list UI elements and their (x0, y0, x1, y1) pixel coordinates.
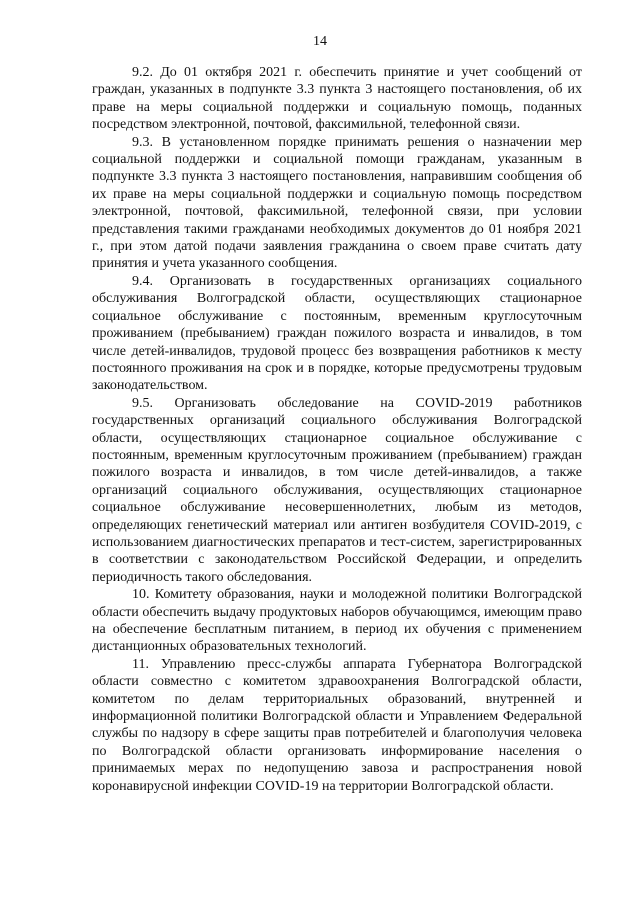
paragraph-9-3: 9.3. В установленном порядке принимать решения о назначении мер социальной поддержки и социальной помощи гражданам, указанным в подпункте 3.3 пункта 3 настоящего постановления, направившим сообщения об их праве на меры социальной поддержки и социальную помощь посредством электронной, почтовой, факсимильной, телефонной связи, при условии представления такими гражданами необходимых документов до 01 ноября 2021 г., при этом датой подачи заявления гражданина о своем праве считать дату принятия и учета указанного сообщения. (92, 134, 582, 272)
paragraph-9-2: 9.2. До 01 октября 2021 г. обеспечить принятие и учет сообщений от граждан, указанных в подпункте 3.3 пункта 3 настоящего постановления, об их праве на меры социальной поддержки и социальную помощь, поданных посредством электронной, почтовой, факсимильной, телефонной связи. (92, 65, 582, 133)
page-number: 14 (313, 34, 327, 49)
paragraph-10: 10. Комитету образования, науки и молодежной политики Волгоградской области обеспечить выдачу продуктовых наборов обучающимся, имеющим право на обеспечение бесплатным питанием, в период их обучения с применением дистанционных образовательных технологий. (92, 587, 582, 655)
paragraph-11: 11. Управлению пресс-службы аппарата Губернатора Волгоградской области совместно с комитетом здравоохранения Волгоградской области, комитетом по делам территориальных образований, внутренней и информационной политики Волгоградской области и Управлением Федеральной службы по надзору в сфере защиты прав потребителей и благополучия человека по Волгоградской области организовать информирование населения о принимаемых мерах по недопущению завоза и распространения новой коронавирусной инфекции COVID-19 на территории Волгоградской области. (92, 656, 582, 794)
paragraph-9-5: 9.5. Организовать обследование на COVID-2019 работников государственных организаций социального обслуживания Волгоградской области, осуществляющих стационарное социальное обслуживание с постоянным, временным круглосуточным проживанием (пребыванием) граждан пожилого возраста и инвалидов, в том числе детей-инвалидов, а также организаций социального обслуживания, осуществляющих стационарное социальное обслуживание несовершеннолетних, любым из методов, определяющих генетический материал или антиген возбудителя COVID-2019, с использованием диагностических препаратов и тест-систем, зарегистрированных в соответствии с законодательством Российской Федерации, и определить периодичность такого обследования. (92, 395, 582, 585)
document-body (92, 64, 582, 795)
paragraph-9-4: 9.4. Организовать в государственных организациях социального обслуживания Волгоградской области, осуществляющих стационарное социальное обслуживание с постоянным, временным круглосуточным проживанием (пребыванием) граждан пожилого возраста и инвалидов, в том числе детей-инвалидов, трудовой процесс без возвращения работников к месту постоянного проживания на срок и в порядке, которые предусмотрены трудовым законодательством. (92, 273, 582, 394)
